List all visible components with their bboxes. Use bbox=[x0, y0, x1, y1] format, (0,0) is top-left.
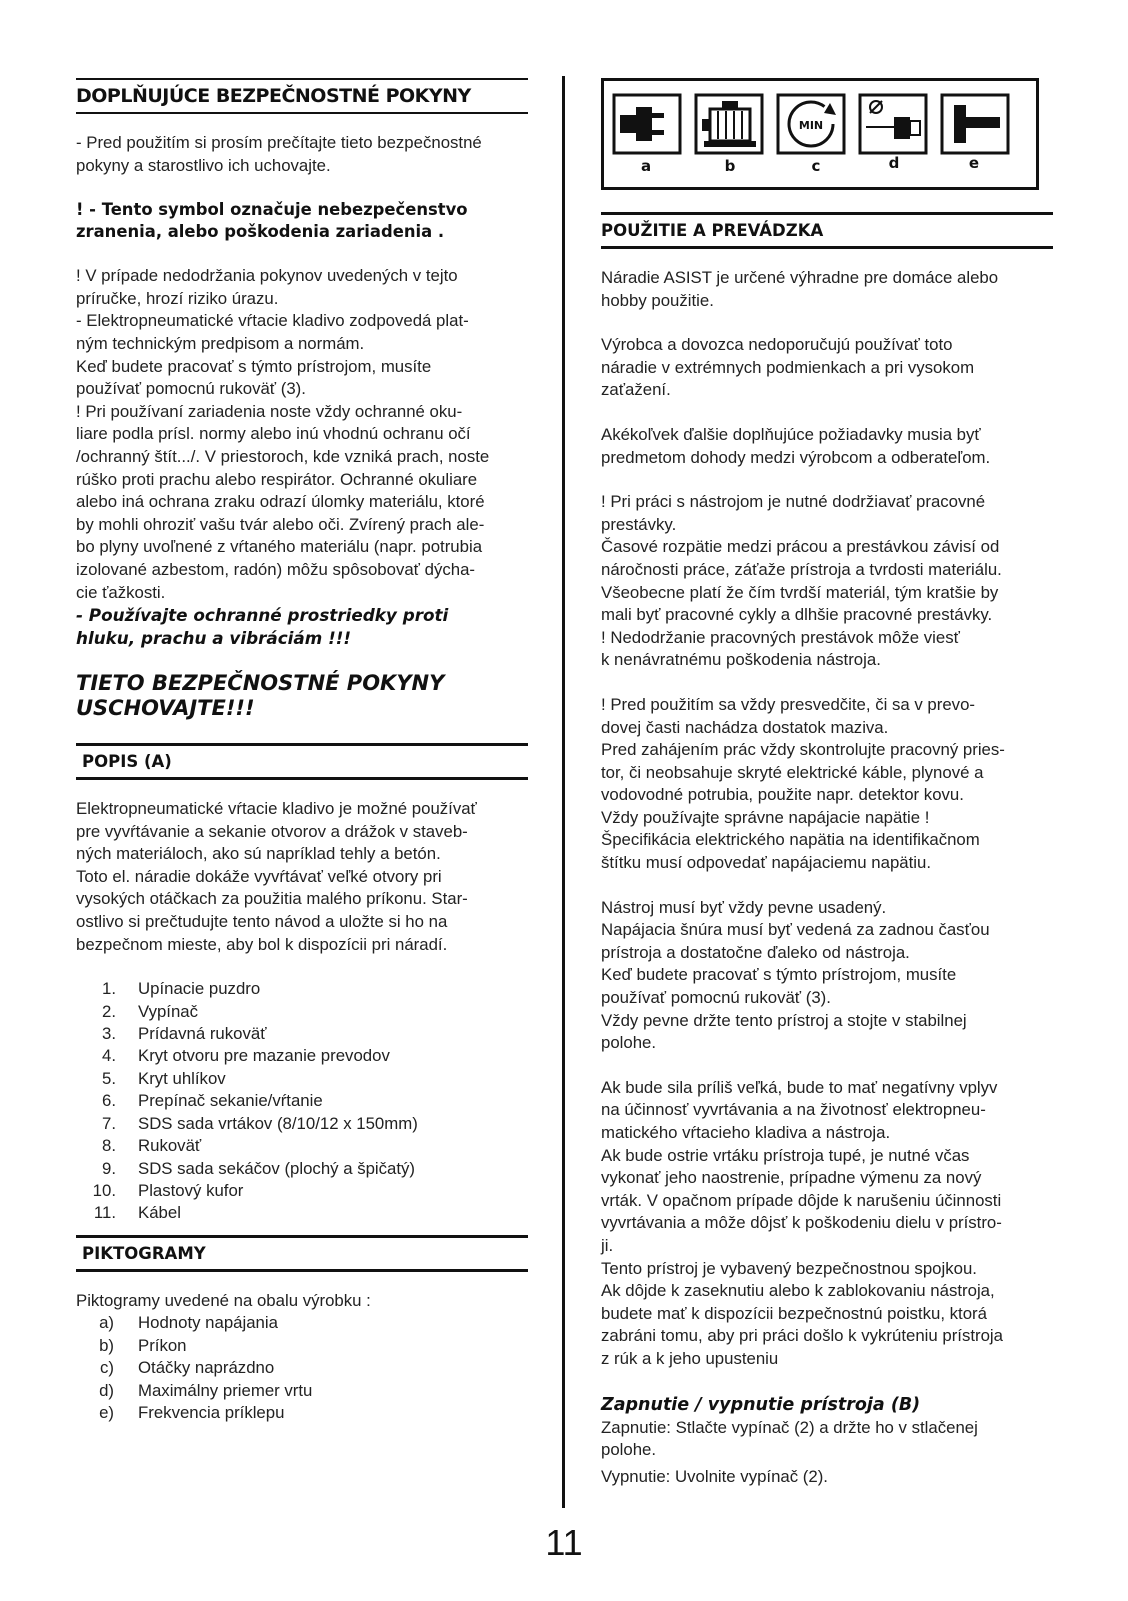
pictogram-e-hammer-icon bbox=[942, 95, 1008, 153]
pictogram-strip bbox=[601, 78, 1039, 190]
pictograms-intro: Piktogramy uvedené na obalu výrobku : bbox=[76, 1290, 371, 1310]
keep-instructions-callout: TIETO BEZPEČNOSTNÉ POKYNY USCHOVAJTE!!! bbox=[76, 671, 445, 721]
intro-paragraph: - Pred použitím si prosím prečítajte tieto bezpečnostné pokyny a starostlivo ich uchovajte. bbox=[76, 133, 482, 175]
usage-para-4: ! Pri práci s nástrojom je nutné dodržiavať pracovné prestávky. Časové rozpätie medzi prácou a prestávkou závisí od náročnosti práce, záťaže prístroja a tvrdosti materiálu. Všeobecne platí že čím tvrdší materiál, tým kratšie by mali byť pracovné cykly a dlhšie pracovné prestávky. ! Nedodržanie pracovných prestávok môže viesť k nenávratnému poškodenia nástroja. bbox=[601, 492, 1002, 670]
list-item: 4. Kryt otvoru pre mazanie prevodov bbox=[102, 1046, 390, 1066]
list-item: 5. Kryt uhlíkov bbox=[102, 1068, 226, 1088]
warning-symbol-note: ! - Tento symbol označuje nebezpečenstvo zranenia, alebo poškodenia zariadenia . bbox=[76, 200, 468, 242]
list-item: d) Maximálny priemer vrtu bbox=[99, 1380, 313, 1400]
pictogram-a-plug-icon bbox=[614, 95, 680, 153]
list-item: 6. Prepínač sekanie/vŕtanie bbox=[102, 1091, 323, 1111]
pictogram-letter-d: d bbox=[888, 154, 900, 172]
pictogram-letter-a: a bbox=[640, 157, 652, 175]
usage-para-1: Náradie ASIST je určené výhradne pre domáce alebo hobby použitie. bbox=[601, 268, 999, 310]
right-column bbox=[601, 78, 1053, 1488]
description-paragraph: Elektropneumatické vŕtacie kladivo je možné používať pre vyvŕtávanie a sekanie otvorov a drážok v staveb- ných materiáloch, ako sú napríklad tehly a betón. Toto el. náradie dokáže vyvŕtávať veľké otvory pri vysokých otáčkach za použitia malého príkonu. Star- ostlivo si prečtudujte tento návod a uložte si ho na bezpečnom mieste, aby bol k dispozícii pri náradí. bbox=[76, 799, 477, 954]
usage-para-2: Výrobca a dovozca nedoporučujú používať toto náradie v extrémnych podmienkach a pri vysokom zaťažení. bbox=[601, 335, 975, 400]
usage-para-6: Nástroj musí byť vždy pevne usadený. Napájacia šnúra musí byť vedená za zadnou časťou prístroja a dostatočne ďaleko od nástroja. Keď budete pracovať s týmto prístrojom, musíte používať pomocnú rukoväť (3). Vždy pevne držte tento prístroj a stojte v stabilnej polohe. bbox=[601, 897, 990, 1053]
list-item: a) Hodnoty napájania bbox=[99, 1313, 278, 1333]
switch-on-text: Zapnutie: Stlačte vypínač (2) a držte ho v stlačenej polohe. bbox=[601, 1417, 978, 1460]
page-number: 11 bbox=[545, 1522, 583, 1563]
pictograms-heading: PIKTOGRAMY bbox=[76, 1235, 528, 1272]
usage-para-3: Akékoľvek ďalšie doplňujúce požiadavky musia byť predmetom dohody medzi výrobcom a odberateľom. bbox=[601, 424, 991, 467]
left-column bbox=[76, 78, 528, 1424]
pictogram-b-motor-icon bbox=[696, 95, 762, 153]
usage-para-7: Ak bude sila príliš veľká, bude to mať negatívny vplyv na účinnosť vyvrtávania a na životnosť elektropneu- matického vŕtacieho kladiva a nástroja. Ak bude ostrie vrtáku prístroja tupé, je nutné včas vykonať jeho naostrenie, prípadne výmenu za nový vrták. V opačnom prípade dôjde k narušeniu účinnosti vyvrtávania a môže dôjsť k poškodeniu dielu v prístro- ji. Tento prístroj je vybavený bezpečnostnou spojkou. Ak dôjde k zaseknutiu alebo k zablokovaniu nástroja, budete mať k dispozícii bezpečnostnú poistku, ktorá zabráni tomu, aby pri práci došlo k vykrúteniu prístroja z rúk a k jeho upusteniu bbox=[601, 1077, 1003, 1368]
switch-heading: Zapnutie / vypnutie prístroja (B) bbox=[601, 1394, 921, 1415]
list-item: 7. SDS sada vrtákov (8/10/12 x 150mm) bbox=[102, 1113, 418, 1133]
pictogram-strip-graphic bbox=[604, 81, 1036, 187]
list-item: 11. Kábel bbox=[93, 1203, 181, 1223]
min-label: MIN bbox=[798, 119, 824, 132]
safety-paragraph: ! V prípade nedodržania pokynov uvedených v tejto príručke, hrozí riziko úrazu. - Elektropneumatické vŕtacie kladivo zodpovedá plat- ným technickým predpisom a normám. Keď budete pracovať s týmto prístrojom, musíte používať pomocnú rukoväť (3). ! Pri používaní zariadenia noste vždy ochranné oku- liare podla prísl. normy alebo inú vhodnú ochranu očí /ochranný štít.../. V priestoroch, kde vzniká prach, noste rúško proti prachu alebo respirátor. Ochranné okuliare alebo iná ochrana zraku odrazí úlomky materiálu, ktoré by mohli ohroziť vašu tvár alebo oči. Zvírený prach ale- bo plyny uvoľnené z vŕtaného materiálu (napr. potrubia izolované azbestom, radón) môžu spôsobovať dýcha- cie ťažkosti. bbox=[76, 266, 490, 602]
list-item: 8. Rukoväť bbox=[102, 1136, 202, 1156]
list-item: e) Frekvencia príklepu bbox=[99, 1402, 285, 1422]
description-heading: POPIS (A) bbox=[76, 743, 528, 780]
parts-list bbox=[76, 978, 528, 1224]
list-item: 2. Vypínač bbox=[102, 1001, 199, 1021]
safety-heading: DOPLŇUJÚCE BEZPEČNOSTNÉ POKYNY bbox=[76, 78, 528, 114]
usage-heading: POUŽITIE A PREVÁDZKA bbox=[601, 212, 1053, 249]
pictograms-list bbox=[76, 1312, 528, 1424]
column-divider bbox=[562, 76, 565, 1508]
list-item: b) Príkon bbox=[99, 1335, 187, 1355]
pictogram-letter-e: e bbox=[968, 154, 980, 172]
list-item: 3. Prídavná rukoväť bbox=[102, 1024, 267, 1044]
list-item: c) Otáčky naprázdno bbox=[100, 1358, 275, 1378]
list-item: 9. SDS sada sekáčov (plochý a špičatý) bbox=[102, 1158, 416, 1178]
pictogram-d-drill-bit-diameter-icon bbox=[860, 95, 926, 153]
pictogram-letter-c: c bbox=[811, 157, 821, 175]
list-item: 1. Upínacie puzdro bbox=[102, 979, 261, 999]
usage-para-5: ! Pred použitím sa vždy presvedčite, či sa v prevo- dovej časti nachádza dostatok maziva. Pred zahájením prác vždy skontrolujte pracovný pries- tor, či neobsahuje skryté elektrické káble, plynové a vodovodné potrubia, použite napr. detektor kovu. Vždy používajte správne napájacie napätie ! Špecifikácia elektrického napätia na identifikačnom štítku musí odpovedať napájaciemu napätiu. bbox=[601, 694, 1005, 873]
protective-equipment-note: - Používajte ochranné prostriedky proti hluku, prachu a vibráciám !!! bbox=[76, 605, 449, 648]
pictogram-c-rotation-min-icon bbox=[778, 95, 844, 153]
switch-off-text: Vypnutie: Uvolnite vypínač (2). bbox=[601, 1466, 828, 1486]
pictogram-letter-b: b bbox=[724, 157, 736, 175]
list-item: 10. Plastový kufor bbox=[92, 1180, 244, 1200]
